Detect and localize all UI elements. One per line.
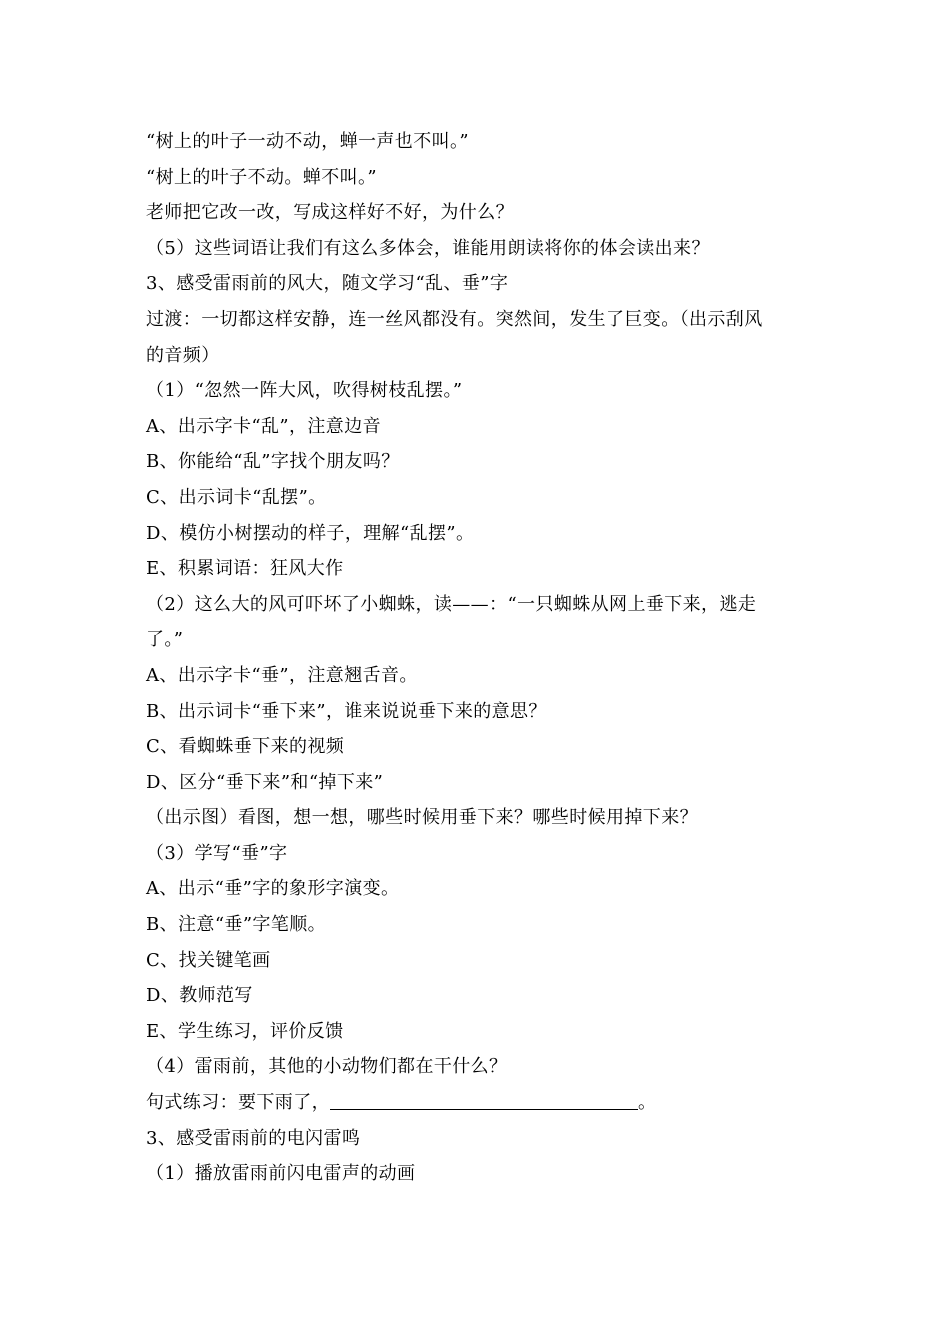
text-line-3: 老师把它改一改，写成这样好不好，为什么？: [146, 202, 514, 224]
text-line-14: （2）这么大的风可吓坏了小蜘蛛，读——：“一只蜘蛛从网上垂下来，逃走: [146, 593, 757, 615]
text-line-11: C、出示词卡“乱摆”。: [146, 486, 327, 508]
document-body: [146, 124, 816, 1192]
text-line-2: “树上的叶子不动。蝉不叫。”: [146, 166, 378, 188]
text-line-15: 了。”: [146, 629, 184, 651]
text-line-27: （4）雷雨前，其他的小动物们都在干什么？: [146, 1056, 508, 1078]
text-line-18: C、看蜘蛛垂下来的视频: [146, 736, 345, 758]
sentence-practice-prefix: 句式练习：要下雨了，: [146, 1092, 330, 1114]
sentence-practice-line: [146, 1085, 816, 1121]
text-line-19: D、区分“垂下来”和“掉下来”: [146, 771, 384, 793]
text-line-10: B、你能给“乱”字找个朋友吗？: [146, 451, 400, 473]
text-line-9: A、出示字卡“乱”，注意边音: [146, 415, 382, 437]
text-line-last: （1）播放雷雨前闪电雷声的动画: [146, 1163, 416, 1185]
text-line-13: E、积累词语：狂风大作: [146, 558, 344, 580]
text-line-24: C、找关键笔画: [146, 949, 271, 971]
text-line-1: “树上的叶子一动不动，蝉一声也不叫。”: [146, 131, 470, 152]
text-line-16: A、出示字卡“垂”，注意翘舌音。: [146, 664, 418, 686]
text-line-6: 过渡：一切都这样安静，连一丝风都没有。突然间，发生了巨变。（出示刮风: [146, 308, 763, 330]
text-line-25: D、教师范写: [146, 985, 253, 1007]
text-line-20: （出示图）看图，想一想，哪些时候用垂下来？哪些时候用掉下来？: [146, 807, 698, 829]
text-line-26: E、学生练习，评价反馈: [146, 1020, 344, 1042]
text-line-8: （1）“忽然一阵大风，吹得树枝乱摆。”: [146, 380, 463, 402]
section-heading-thunder: 3、感受雷雨前的电闪雷鸣: [146, 1127, 361, 1149]
text-line-7: 的音频）: [146, 344, 220, 366]
text-line-12: D、模仿小树摆动的样子，理解“乱摆”。: [146, 522, 475, 544]
text-line-22: A、出示“垂”字的象形字演变。: [146, 878, 400, 900]
text-line-21: （3）学写“垂”字: [146, 842, 288, 864]
text-line-4: （5）这些词语让我们有这么多体会，谁能用朗读将你的体会读出来？: [146, 237, 710, 259]
section-heading-wind: 3、感受雷雨前的风大，随文学习“乱、垂”字: [146, 273, 509, 295]
sentence-practice-suffix: 。: [638, 1092, 657, 1114]
text-line-23: B、注意“垂”字笔顺。: [146, 914, 327, 936]
fill-in-blank: [330, 1091, 638, 1110]
text-line-17: B、出示词卡“垂下来”，谁来说说垂下来的意思？: [146, 700, 547, 722]
